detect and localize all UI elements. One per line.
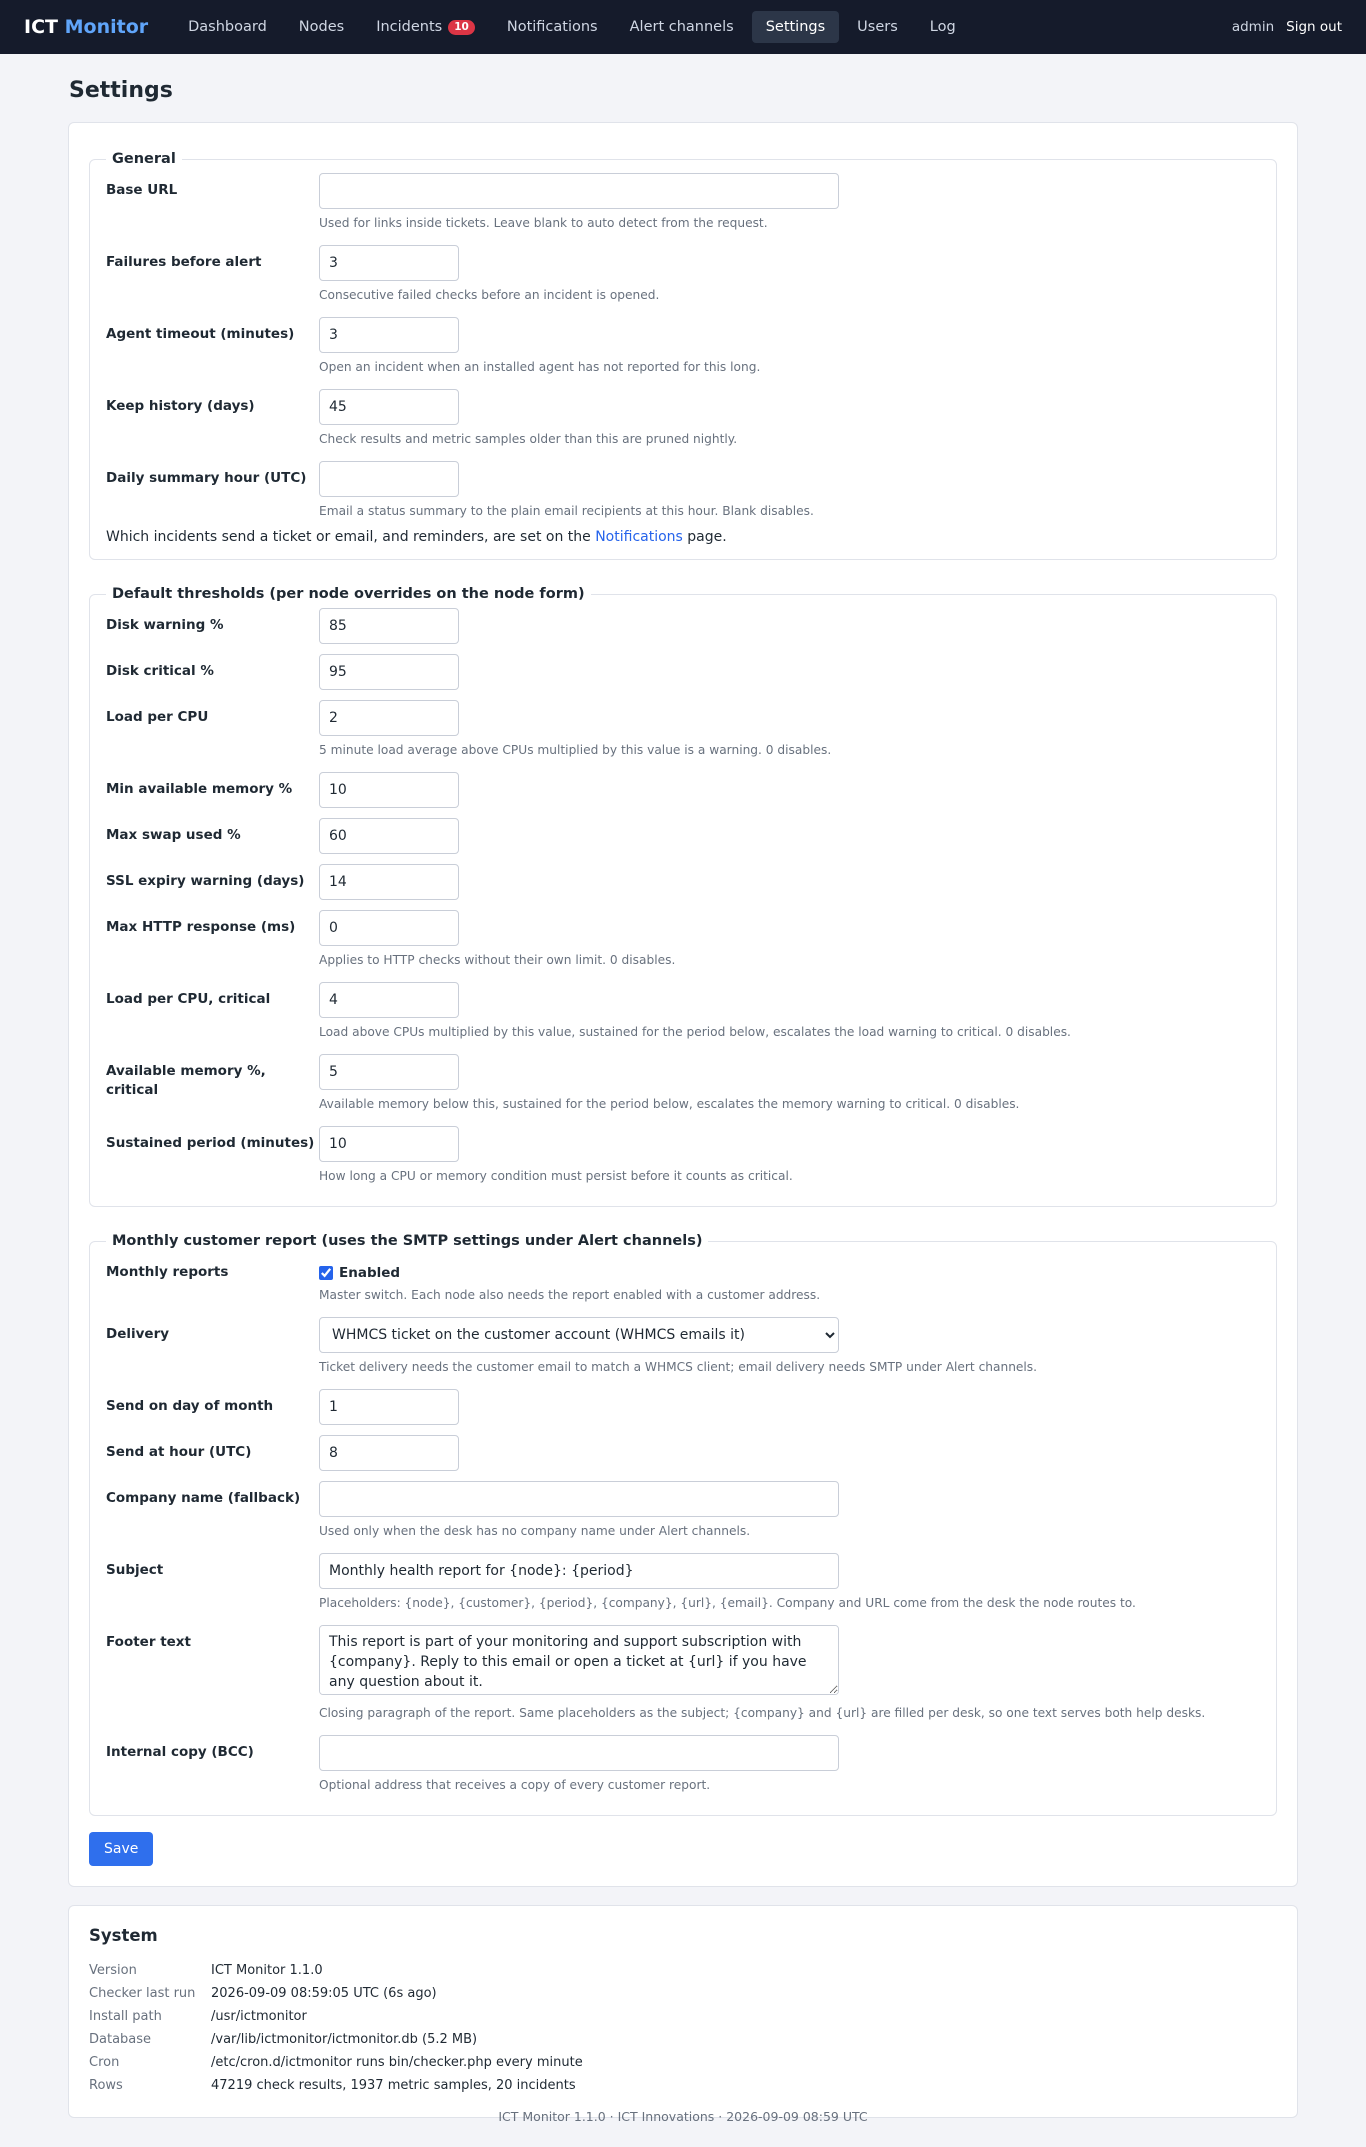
memory-critical-help: Available memory below this, sustained for the period below, escalates the memory warning to critical. 0 disables. [319,1097,1020,1111]
company-label: Company name (fallback) [106,1490,301,1506]
system-key: Version [89,1963,137,1978]
user-area [1232,19,1342,35]
nav-label: Notifications [506,19,598,35]
table-row [89,2051,583,2074]
daily-summary-label: Daily summary hour (UTC) [106,470,307,486]
system-value: ICT Monitor 1.1.0 [211,1963,323,1978]
load-critical-help: Load above CPUs multiplied by this value, sustained for the period below, escalates the load warning to critical. 0 disables. [319,1025,1071,1039]
max-http-input[interactable] [319,910,459,946]
table-row [89,1959,583,1982]
max-http-label: Max HTTP response (ms) [106,919,296,935]
system-key: Install path [89,2009,162,2024]
load-critical-row [106,982,1260,1040]
sustained-label: Sustained period (minutes) [106,1135,315,1151]
base-url-input[interactable] [319,173,839,209]
send-hour-label: Send at hour (UTC) [106,1444,252,1460]
keep-history-help: Check results and metric samples older than this are pruned nightly. [319,432,738,446]
footer-text-label: Footer text [106,1634,191,1650]
main-container [68,54,1298,2118]
brand-part-1: ICT [24,16,58,38]
note-text-before: Which incidents send a ticket or email, and reminders, are set on the [106,529,591,545]
nav-settings[interactable] [752,11,839,43]
monthly-reports-help: Master switch. Each node also needs the report enabled with a customer address. [319,1288,821,1302]
memory-critical-input[interactable] [319,1054,459,1090]
nav-alert-channels[interactable] [616,11,748,43]
monthly-reports-row [106,1255,1260,1303]
min-memory-input[interactable] [319,772,459,808]
table-row [89,2074,583,2097]
nav-notifications[interactable] [493,11,612,43]
send-day-row [106,1389,1260,1425]
max-swap-label: Max swap used % [106,827,241,843]
ssl-expiry-label: SSL expiry warning (days) [106,873,305,889]
bcc-input[interactable] [319,1735,839,1771]
system-card [68,1905,1298,2118]
load-per-cpu-help: 5 minute load average above CPUs multiplied by this value is a warning. 0 disables. [319,743,832,757]
system-value: /var/lib/ictmonitor/ictmonitor.db (5.2 MB) [211,2032,478,2047]
max-http-row [106,910,1260,968]
agent-timeout-input[interactable] [319,317,459,353]
footer-text-help: Closing paragraph of the report. Same placeholders as the subject; {company} and {url} are filled per desk, so one text serves both help desks. [319,1706,1206,1720]
delivery-help: Ticket delivery needs the customer email to match a WHMCS client; email delivery needs SMTP under Alert channels. [319,1360,1038,1374]
settings-form [68,122,1298,1887]
monthly-reports-label: Monthly reports [106,1264,229,1280]
send-hour-input[interactable] [319,1435,459,1471]
load-critical-input[interactable] [319,982,459,1018]
ssl-expiry-row [106,864,1260,900]
system-value: /etc/cron.d/ictmonitor runs bin/checker.php every minute [211,2055,583,2070]
system-title: System [89,1926,158,1945]
nav-label: Dashboard [188,19,267,35]
disk-critical-label: Disk critical % [106,663,214,679]
system-info-table [89,1959,583,2097]
page-footer: ICT Monitor 1.1.0 · ICT Innovations · 2026-09-09 08:59 UTC [498,2109,868,2124]
memory-critical-row [106,1054,1260,1112]
send-hour-row [106,1435,1260,1471]
ssl-expiry-input[interactable] [319,864,459,900]
report-legend: Monthly customer report (uses the SMTP settings under Alert channels) [112,1233,703,1249]
nav-log[interactable] [916,11,970,43]
general-section [89,151,1277,560]
agent-timeout-row [106,317,1260,375]
bcc-row [106,1735,1260,1793]
min-memory-row [106,772,1260,808]
keep-history-input[interactable] [319,389,459,425]
base-url-row [106,173,1260,231]
nav-label: Settings [765,19,826,35]
disk-warning-input[interactable] [319,608,459,644]
base-url-label: Base URL [106,182,178,198]
subject-row [106,1553,1260,1611]
system-key: Database [89,2032,152,2047]
send-day-label: Send on day of month [106,1398,274,1414]
delivery-select[interactable] [319,1317,839,1353]
system-value: /usr/ictmonitor [211,2009,307,2024]
bcc-help: Optional address that receives a copy of every customer report. [319,1778,711,1792]
max-swap-input[interactable] [319,818,459,854]
company-help: Used only when the desk has no company name under Alert channels. [319,1524,751,1538]
max-http-help: Applies to HTTP checks without their own limit. 0 disables. [319,953,676,967]
failures-label: Failures before alert [106,254,262,270]
failures-row [106,245,1260,303]
disk-warning-row [106,608,1260,644]
load-per-cpu-label: Load per CPU [106,709,209,725]
system-key: Rows [89,2078,123,2093]
table-row [89,2028,583,2051]
monthly-reports-check [319,1263,1260,1281]
nav-label: Incidents [376,19,443,35]
system-key: Cron [89,2055,120,2070]
sign-out-link[interactable]: Sign out [1286,19,1342,35]
brand-part-2: Monitor [64,16,149,38]
general-legend: General [112,151,176,167]
subject-input[interactable] [319,1553,839,1589]
thresholds-legend: Default thresholds (per node overrides on the node form) [112,586,585,602]
send-day-input[interactable] [319,1389,459,1425]
keep-history-row [106,389,1260,447]
daily-summary-help: Email a status summary to the plain email recipients at this hour. Blank disables. [319,504,814,518]
base-url-help: Used for links inside tickets. Leave blank to auto detect from the request. [319,216,768,230]
thresholds-section [89,586,1277,1207]
notifications-note [106,529,1260,545]
notifications-link[interactable]: Notifications [595,529,683,545]
nav-label: Users [857,19,898,35]
enabled-label: Enabled [339,1265,401,1281]
company-input[interactable] [319,1481,839,1517]
page-title: Settings [69,78,173,103]
failures-input[interactable] [319,245,459,281]
monthly-reports-checkbox[interactable] [319,1266,333,1280]
system-value: 47219 check results, 1937 metric samples, 20 incidents [211,2078,576,2093]
max-swap-row [106,818,1260,854]
disk-warning-label: Disk warning % [106,617,224,633]
delivery-label: Delivery [106,1326,170,1342]
nav-incidents[interactable] [362,11,489,43]
subject-label: Subject [106,1562,164,1578]
daily-summary-input[interactable] [319,461,459,497]
incidents-count-badge: 10 [448,20,475,35]
system-value: 2026-09-09 08:59:05 UTC (6s ago) [211,1986,437,2001]
daily-summary-row [106,461,1260,519]
sustained-row [106,1126,1260,1184]
disk-critical-input[interactable] [319,654,459,690]
keep-history-label: Keep history (days) [106,398,255,414]
memory-critical-label: Available memory %, critical [106,1063,266,1098]
nav-label: Log [929,19,956,35]
disk-critical-row [106,654,1260,690]
table-row [89,1982,583,2005]
load-critical-label: Load per CPU, critical [106,991,271,1007]
agent-timeout-help: Open an incident when an installed agent has not reported for this long. [319,360,761,374]
top-navbar [0,0,1366,54]
load-per-cpu-input[interactable] [319,700,459,736]
table-row [89,2005,583,2028]
current-user: admin [1231,19,1275,35]
nav-label: Alert channels [629,19,734,35]
company-row [106,1481,1260,1539]
subject-help: Placeholders: {node}, {customer}, {period}, {company}, {url}, {email}. Company and URL come from the desk the node routes to. [319,1596,1136,1610]
footer-text-row [106,1625,1260,1721]
system-key: Checker last run [89,1986,196,2001]
report-section [89,1233,1277,1816]
main-nav [174,11,970,43]
nav-dashboard[interactable] [174,11,281,43]
nav-label: Nodes [298,19,345,35]
delivery-row [106,1317,1260,1375]
nav-nodes[interactable] [285,11,358,43]
note-text-after: page. [687,529,727,545]
load-per-cpu-row [106,700,1260,758]
agent-timeout-label: Agent timeout (minutes) [106,326,295,342]
save-button[interactable]: Save [89,1832,153,1866]
bcc-label: Internal copy (BCC) [106,1744,254,1760]
sustained-help: How long a CPU or memory condition must persist before it counts as critical. [319,1169,793,1183]
sustained-input[interactable] [319,1126,459,1162]
footer-text-textarea[interactable] [319,1625,839,1695]
nav-users[interactable] [843,11,912,43]
min-memory-label: Min available memory % [106,781,293,797]
brand-logo[interactable] [24,16,148,38]
failures-help: Consecutive failed checks before an incident is opened. [319,288,660,302]
